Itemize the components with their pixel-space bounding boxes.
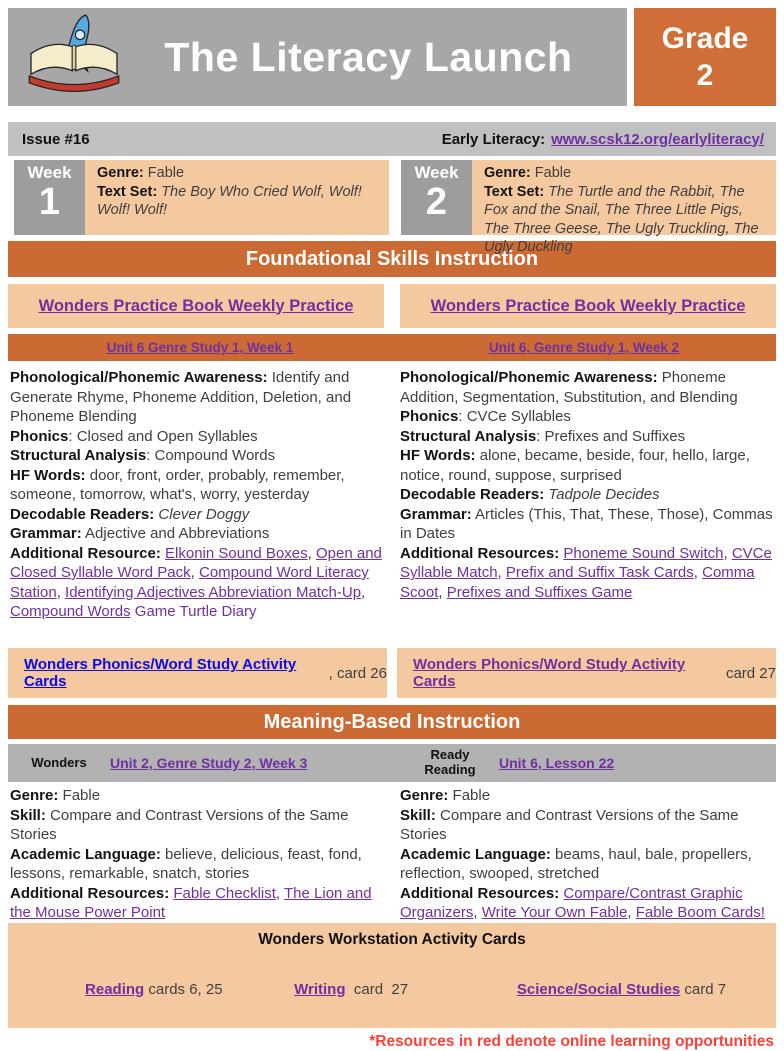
program-name: Ready Reading xyxy=(424,747,476,777)
wonders-practice-link[interactable]: Wonders Practice Book Weekly Practice xyxy=(430,296,746,315)
field-text: , xyxy=(307,544,316,562)
field-text: , xyxy=(361,583,366,601)
genre-value: Fable xyxy=(530,165,572,181)
early-literacy xyxy=(442,131,764,148)
workstation-reading xyxy=(8,964,269,1015)
text-item xyxy=(10,524,384,544)
practice-row xyxy=(8,284,776,328)
text-item xyxy=(400,786,774,806)
field-text: , xyxy=(56,583,66,601)
field-text: Compare and Contrast Versions of the Same Stories xyxy=(400,806,739,843)
text-item xyxy=(400,505,774,544)
unit-band xyxy=(8,334,776,361)
resource-link[interactable]: CVCe Syllable Match xyxy=(400,544,772,581)
field-text: Tadpole Decides xyxy=(548,486,660,503)
field-label: Additional Resources: xyxy=(400,544,560,562)
text-item xyxy=(400,427,774,447)
resource-link[interactable]: Prefixes and Suffixes Game xyxy=(446,583,633,601)
activity-card-week1 xyxy=(8,648,387,698)
card-number: card 27 xyxy=(717,664,776,682)
field-label: Skill: xyxy=(10,806,46,824)
week-1-badge xyxy=(14,160,85,235)
field-label: Additional Resource: xyxy=(10,544,161,562)
ready-reading-program xyxy=(385,748,776,778)
week-2-content xyxy=(472,160,776,256)
field-label: Genre: xyxy=(400,787,449,804)
week-1-content xyxy=(85,160,389,235)
text-item xyxy=(10,845,384,884)
field-label: Decodable Readers: xyxy=(10,505,155,523)
text-item xyxy=(400,485,774,505)
activity-card-week2 xyxy=(397,648,776,698)
field-text: Fable xyxy=(448,787,491,804)
meaning-based-banner: Meaning-Based Instruction xyxy=(8,705,776,739)
resource-link[interactable]: Write Your Own Fable xyxy=(481,904,628,921)
field-label: Decodable Readers: xyxy=(400,486,545,503)
masthead xyxy=(8,8,627,106)
resource-link[interactable]: Fable Checklist xyxy=(173,884,276,902)
resource-link[interactable]: Compound Words xyxy=(10,603,131,620)
field-text: Clever Doggy xyxy=(158,505,250,523)
skills-column-week1 xyxy=(10,368,384,644)
text-item xyxy=(10,466,384,505)
meaning-column-wonders xyxy=(10,786,384,923)
text-set-value: The Boy Who Cried Wolf, Wolf! Wolf! Wolf! xyxy=(97,183,362,219)
field-label: HF Words: xyxy=(10,466,86,484)
skills-column-week2 xyxy=(400,368,774,644)
text-item xyxy=(10,786,384,806)
genre-value: Fable xyxy=(143,165,185,181)
week-1-section xyxy=(14,160,389,235)
grade-label: Grade xyxy=(661,21,749,55)
science-cards: card 7 xyxy=(680,980,727,998)
resource-link[interactable]: Game Turtle Diary xyxy=(134,603,257,620)
week-label: Week xyxy=(414,163,459,182)
field-text: Articles (This, That, These, Those), Commas in Dates xyxy=(400,505,773,542)
field-text: , xyxy=(497,564,506,581)
workstation-title: Wonders Workstation Activity Cards xyxy=(258,930,526,948)
activity-cards-row xyxy=(8,648,776,698)
book-rocket-logo-icon xyxy=(22,14,126,100)
week-number: 1 xyxy=(38,181,61,223)
writing-cards: card 27 xyxy=(345,980,409,998)
field-text: Fable xyxy=(58,787,101,804)
field-label: Structural Analysis xyxy=(10,447,147,464)
practice-box-week1 xyxy=(8,284,384,328)
field-text: , xyxy=(473,904,482,921)
field-label: Grammar: xyxy=(10,525,82,542)
week-2-section xyxy=(401,160,776,256)
field-text: : Prefixes and Suffixes xyxy=(536,427,686,445)
wonders-unit-link[interactable]: Unit 2, Genre Study 2, Week 3 xyxy=(110,755,308,771)
grade-badge xyxy=(634,8,776,106)
foundational-skills-banner: Foundational Skills Instruction xyxy=(8,241,776,277)
resource-link[interactable]: Identifying Adjectives Abbreviation Match-Up xyxy=(65,583,362,601)
field-text: Identify and Generate Rhyme, Phoneme Addition, Deletion, and Phoneme Blending xyxy=(10,369,352,425)
issue-number: Issue #16 xyxy=(22,130,90,148)
field-label: Grammar: xyxy=(400,505,472,523)
ready-reading-unit-link[interactable]: Unit 6, Lesson 22 xyxy=(499,755,615,771)
text-item xyxy=(10,446,384,466)
issue-bar xyxy=(8,122,776,156)
field-text: , xyxy=(275,884,284,902)
workstation-writing xyxy=(269,964,492,1015)
text-item xyxy=(400,845,774,884)
science-social-studies-link[interactable]: Science/Social Studies xyxy=(516,980,681,998)
meaning-columns xyxy=(8,786,776,923)
wonders-practice-link[interactable]: Wonders Practice Book Weekly Practice xyxy=(38,296,354,315)
text-set-label: Text Set: xyxy=(484,183,545,200)
text-item xyxy=(10,427,384,447)
field-label: Phonological/Phonemic Awareness: xyxy=(400,369,658,386)
field-label: Additional Resources: xyxy=(400,884,560,902)
field-text: believe, delicious, feast, fond, lessons, remarkable, snatch, stories xyxy=(10,845,362,882)
early-literacy-label: Early Literacy: xyxy=(441,130,546,148)
workstation-science-social xyxy=(492,964,776,1015)
weeks-row xyxy=(8,160,776,256)
resource-link[interactable]: Compare/Contrast Graphic Organizers xyxy=(400,884,743,921)
field-text: beams, haul, bale, propellers, reflection, swooped, stretched xyxy=(400,845,752,882)
practice-box-week2 xyxy=(400,284,776,328)
reading-link[interactable]: Reading xyxy=(85,980,145,998)
page-title: The Literacy Launch xyxy=(164,33,573,80)
text-item xyxy=(10,544,384,622)
resource-link[interactable]: Comma Scoot xyxy=(400,564,755,601)
wonders-program xyxy=(8,755,385,771)
field-text: : Compound Words xyxy=(146,447,276,464)
field-text: door, front, order, probably, remember, someone, tomorrow, what's, worry, yesterday xyxy=(10,466,345,503)
program-bar xyxy=(8,744,776,782)
resource-link[interactable]: Open and Closed Syllable Word Pack xyxy=(10,544,382,581)
field-label: Phonological/Phonemic Awareness: xyxy=(10,369,268,386)
text-item xyxy=(400,544,774,603)
field-text: , xyxy=(190,564,199,581)
phonics-activity-cards-link[interactable]: Wonders Phonics/Word Study Activity Cards xyxy=(413,656,686,690)
page-header xyxy=(8,8,776,106)
resource-link[interactable]: Fable Boom Cards! xyxy=(635,904,765,921)
unit-week1 xyxy=(8,334,392,361)
text-item xyxy=(10,368,384,427)
field-text: , xyxy=(627,904,636,921)
workstation-items xyxy=(8,964,776,1015)
grade-number: 2 xyxy=(696,59,714,92)
field-text: , xyxy=(438,583,447,601)
card-number: , card 26 xyxy=(328,664,387,682)
text-item xyxy=(10,884,384,923)
field-label: Structural Analysis xyxy=(400,427,537,445)
unit-week2-link[interactable]: Unit 6, Genre Study 1, Week 2 xyxy=(488,340,680,355)
genre-label: Genre: xyxy=(484,165,531,181)
field-label: Additional Resources: xyxy=(10,884,170,902)
reading-cards: cards 6, 25 xyxy=(144,980,223,998)
genre-label: Genre: xyxy=(97,165,144,181)
field-label: Skill: xyxy=(400,806,436,824)
text-set-value: The Turtle and the Rabbit, The Fox and the Snail, The Three Little Pigs, The Three Geese, The Ugly Truckling, The Ugly Duckling xyxy=(484,183,759,256)
field-label: HF Words: xyxy=(400,447,476,464)
field-text: Adjective and Abbreviations xyxy=(81,525,270,542)
skills-columns xyxy=(8,368,776,644)
week-2-badge xyxy=(401,160,472,235)
field-text: : Closed and Open Syllables xyxy=(68,427,258,445)
field-label: Phonics xyxy=(400,408,459,425)
text-item xyxy=(400,407,774,427)
text-item xyxy=(10,806,384,845)
text-item xyxy=(400,446,774,485)
text-item xyxy=(400,368,774,407)
writing-link[interactable]: Writing xyxy=(294,980,346,998)
phonics-activity-cards-link[interactable]: Wonders Phonics/Word Study Activity Cards xyxy=(24,656,297,690)
week-label: Week xyxy=(27,163,72,182)
field-text: : CVCe Syllables xyxy=(458,408,571,425)
early-literacy-link[interactable]: www.scsk12.org/earlyliteracy/ xyxy=(551,130,764,148)
field-text: Phoneme Addition, Segmentation, Substitution, and Blending xyxy=(400,369,738,406)
text-item xyxy=(400,806,774,845)
week-number: 2 xyxy=(425,181,448,223)
field-label: Genre: xyxy=(10,787,59,804)
meaning-column-ready-reading xyxy=(400,786,774,923)
resource-link[interactable]: Elkonin Sound Boxes xyxy=(165,544,308,562)
text-set-label: Text Set: xyxy=(97,183,158,200)
program-name: Wonders xyxy=(31,754,87,770)
field-text: , xyxy=(723,544,732,562)
field-text: alone, became, beside, four, hello, large, notice, round, suppose, surprised xyxy=(400,447,750,484)
text-item xyxy=(10,505,384,525)
field-text: , xyxy=(693,564,703,581)
red-resources-note: *Resources in red denote online learning opportunities xyxy=(369,1032,774,1050)
resource-link[interactable]: Phoneme Sound Switch xyxy=(563,544,724,562)
field-text: Compare and Contrast Versions of the Same Stories xyxy=(10,806,349,843)
resource-link[interactable]: Prefix and Suffix Task Cards xyxy=(505,564,694,581)
field-label: Phonics xyxy=(10,427,69,445)
field-label: Academic Language: xyxy=(10,845,161,863)
field-label: Academic Language: xyxy=(400,845,551,863)
unit-week1-link[interactable]: Unit 6 Genre Study 1, Week 1 xyxy=(106,340,294,355)
unit-week2 xyxy=(392,334,776,361)
text-item xyxy=(400,884,774,923)
resource-link[interactable]: The Lion and the Mouse Power Point xyxy=(10,884,372,921)
resource-link[interactable]: Compound Word Literacy Station xyxy=(10,564,369,601)
